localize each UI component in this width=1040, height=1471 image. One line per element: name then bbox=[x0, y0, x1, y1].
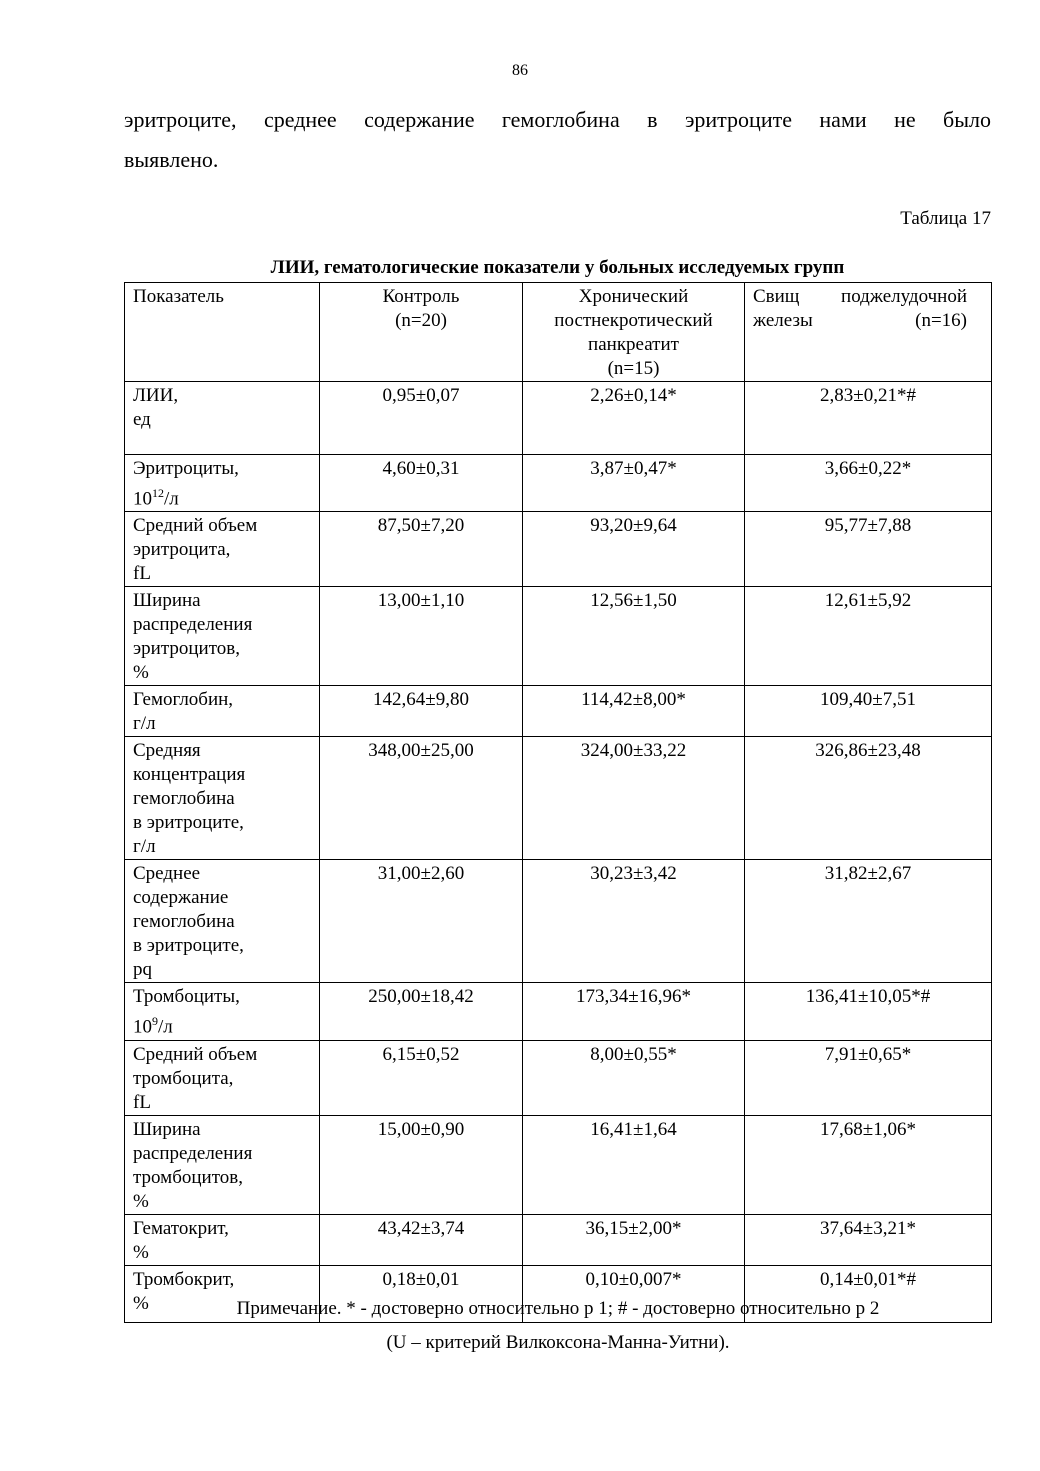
cell-chronic: 173,34±16,96* bbox=[523, 983, 745, 1040]
cell-chronic: 16,41±1,64 bbox=[523, 1115, 745, 1214]
row-indicator-name: Ширина распределения тромбоцитов, % bbox=[125, 1115, 320, 1214]
row-indicator-name: Тромбокрит, % bbox=[125, 1265, 320, 1322]
cell-control: 4,60±0,31 bbox=[320, 455, 523, 512]
note-line-2: (U – критерий Вилкоксона-Манна-Уитни). bbox=[386, 1332, 730, 1353]
hematology-table bbox=[124, 282, 992, 1323]
cell-fistula: 37,64±3,21* bbox=[745, 1214, 992, 1265]
cell-fistula: 109,40±7,51 bbox=[745, 686, 992, 737]
cell-fistula: 2,83±0,21*# bbox=[745, 382, 992, 455]
unit-suffix: /л bbox=[164, 488, 179, 510]
cell-chronic: 12,56±1,50 bbox=[523, 587, 745, 686]
header-pancreatic-fistula bbox=[745, 283, 992, 382]
table-header-row bbox=[125, 283, 992, 382]
cell-control: 87,50±7,20 bbox=[320, 512, 523, 587]
row-indicator-name: Гематокрит, % bbox=[125, 1214, 320, 1265]
table-label: Таблица 17 bbox=[900, 208, 991, 229]
table-row bbox=[125, 686, 992, 737]
header-fistula-label: Свищ поджелудочной железы (n=16) bbox=[753, 286, 967, 331]
table-row bbox=[125, 737, 992, 860]
note-line-1: Примечание. * - достоверно относительно р 1; # - достоверно относительно р 2 bbox=[236, 1298, 880, 1319]
table-body bbox=[125, 382, 992, 1323]
cell-chronic: 2,26±0,14* bbox=[523, 382, 745, 455]
cell-fistula: 17,68±1,06* bbox=[745, 1115, 992, 1214]
cell-fistula: 0,14±0,01*# bbox=[745, 1265, 992, 1322]
cell-control: 6,15±0,52 bbox=[320, 1040, 523, 1115]
cell-control: 0,18±0,01 bbox=[320, 1265, 523, 1322]
page-number: 86 bbox=[512, 62, 528, 79]
cell-control: 43,42±3,74 bbox=[320, 1214, 523, 1265]
row-indicator-name: Ширина распределения эритроцитов, % bbox=[125, 587, 320, 686]
cell-control: 142,64±9,80 bbox=[320, 686, 523, 737]
cell-fistula: 7,91±0,65* bbox=[745, 1040, 992, 1115]
unit-suffix: /л bbox=[158, 1016, 173, 1038]
table-row bbox=[125, 382, 992, 455]
header-chronic-label: Хронический постнекротический панкреатит bbox=[554, 286, 713, 355]
table-row bbox=[125, 512, 992, 587]
indicator-name-text: Тромбоциты, 10 bbox=[133, 986, 240, 1038]
cell-control: 250,00±18,42 bbox=[320, 983, 523, 1040]
header-control-n: (n=20) bbox=[395, 310, 447, 331]
unit-exponent: 12 bbox=[152, 486, 164, 500]
table-note bbox=[0, 1292, 1040, 1360]
cell-fistula: 326,86±23,48 bbox=[745, 737, 992, 860]
cell-chronic: 93,20±9,64 bbox=[523, 512, 745, 587]
row-indicator-name bbox=[125, 983, 320, 1040]
indicator-name-text: Эритроциты, 10 bbox=[133, 458, 239, 510]
cell-chronic: 3,87±0,47* bbox=[523, 455, 745, 512]
row-indicator-name: Средняя концентрация гемоглобина в эритроците, г/л bbox=[125, 737, 320, 860]
body-paragraph bbox=[124, 100, 991, 180]
cell-chronic: 114,42±8,00* bbox=[523, 686, 745, 737]
cell-fistula: 31,82±2,67 bbox=[745, 860, 992, 983]
unit-exponent: 9 bbox=[152, 1014, 158, 1029]
cell-chronic: 30,23±3,42 bbox=[523, 860, 745, 983]
table-row bbox=[125, 587, 992, 686]
header-control-label: Контроль bbox=[382, 286, 460, 307]
cell-chronic: 0,10±0,007* bbox=[523, 1265, 745, 1322]
table-row bbox=[125, 860, 992, 983]
cell-control: 348,00±25,00 bbox=[320, 737, 523, 860]
cell-fistula: 12,61±5,92 bbox=[745, 587, 992, 686]
paragraph-line-1: эритроците, среднее содержание гемоглобина в эритроците нами не было bbox=[124, 107, 991, 132]
cell-chronic: 8,00±0,55* bbox=[523, 1040, 745, 1115]
cell-control: 31,00±2,60 bbox=[320, 860, 523, 983]
cell-fistula: 136,41±10,05*# bbox=[745, 983, 992, 1040]
header-chronic-pancreatitis bbox=[523, 283, 745, 382]
row-indicator-name: Средний объем тромбоцита, fL bbox=[125, 1040, 320, 1115]
row-indicator-name: Средний объем эритроцита, fL bbox=[125, 512, 320, 587]
row-indicator-name: ЛИИ, ед bbox=[125, 382, 320, 455]
table-row bbox=[125, 1115, 992, 1214]
table-row bbox=[125, 1040, 992, 1115]
cell-control: 13,00±1,10 bbox=[320, 587, 523, 686]
table-row bbox=[125, 455, 992, 512]
cell-control: 0,95±0,07 bbox=[320, 382, 523, 455]
header-chronic-n: (n=15) bbox=[607, 358, 660, 379]
row-indicator-name: Гемоглобин, г/л bbox=[125, 686, 320, 737]
paragraph-line-2: выявлено. bbox=[124, 147, 219, 172]
table-title: ЛИИ, гематологические показатели у больных исследуемых групп bbox=[270, 257, 845, 278]
cell-fistula: 95,77±7,88 bbox=[745, 512, 992, 587]
cell-chronic: 36,15±2,00* bbox=[523, 1214, 745, 1265]
row-indicator-name bbox=[125, 455, 320, 512]
table-row bbox=[125, 1214, 992, 1265]
cell-fistula: 3,66±0,22* bbox=[745, 455, 992, 512]
table-row bbox=[125, 983, 992, 1040]
header-control bbox=[320, 283, 523, 382]
row-indicator-name: Среднее содержание гемоглобина в эритроците, pq bbox=[125, 860, 320, 983]
cell-control: 15,00±0,90 bbox=[320, 1115, 523, 1214]
cell-chronic: 324,00±33,22 bbox=[523, 737, 745, 860]
header-indicator: Показатель bbox=[125, 283, 320, 382]
